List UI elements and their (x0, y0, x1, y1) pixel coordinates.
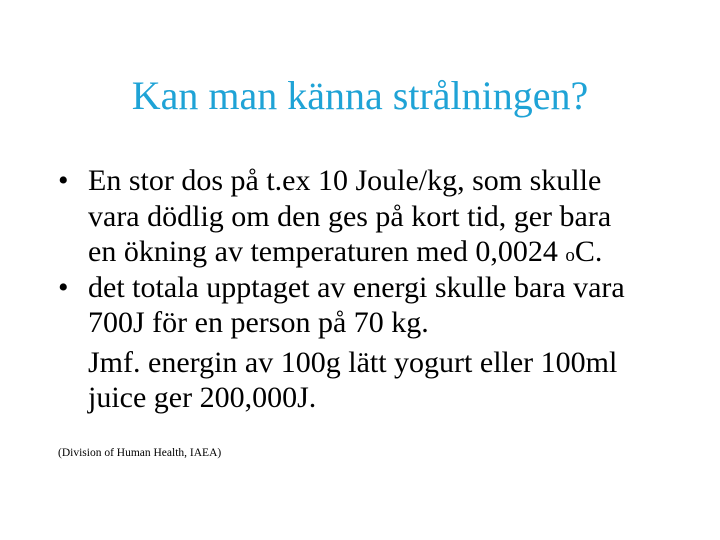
bullet-line-text: en ökning av temperaturen med 0,0024 (88, 235, 566, 268)
slide-title: Kan man känna strålningen? (131, 73, 589, 118)
bullet-line-unit: C. (574, 235, 603, 268)
bullet-marker: • (58, 270, 69, 304)
bullet-item (58, 270, 678, 341)
bullet-line: En stor dos på t.ex 10 Joule/kg, som skulle (88, 164, 602, 197)
bullet-line (88, 234, 678, 270)
continuation-line: juice ger 200,000J. (88, 381, 317, 414)
bullet-line: det totala upptaget av energi skulle bara vara (88, 270, 625, 304)
bullet-line: vara dödlig om den ges på kort tid, ger bara (88, 199, 612, 233)
continuation-line: Jmf. energin av 100g lätt yogurt eller 100ml (88, 345, 618, 379)
slide-body (58, 163, 678, 416)
bullet-line: 700J för en person på 70 kg. (88, 306, 429, 339)
continuation-paragraph (58, 345, 678, 416)
bullet-item (58, 163, 678, 270)
bullet-marker: • (58, 164, 69, 197)
source-citation: (Division of Human Health, IAEA) (58, 447, 222, 459)
degree-superscript: o (565, 245, 575, 266)
